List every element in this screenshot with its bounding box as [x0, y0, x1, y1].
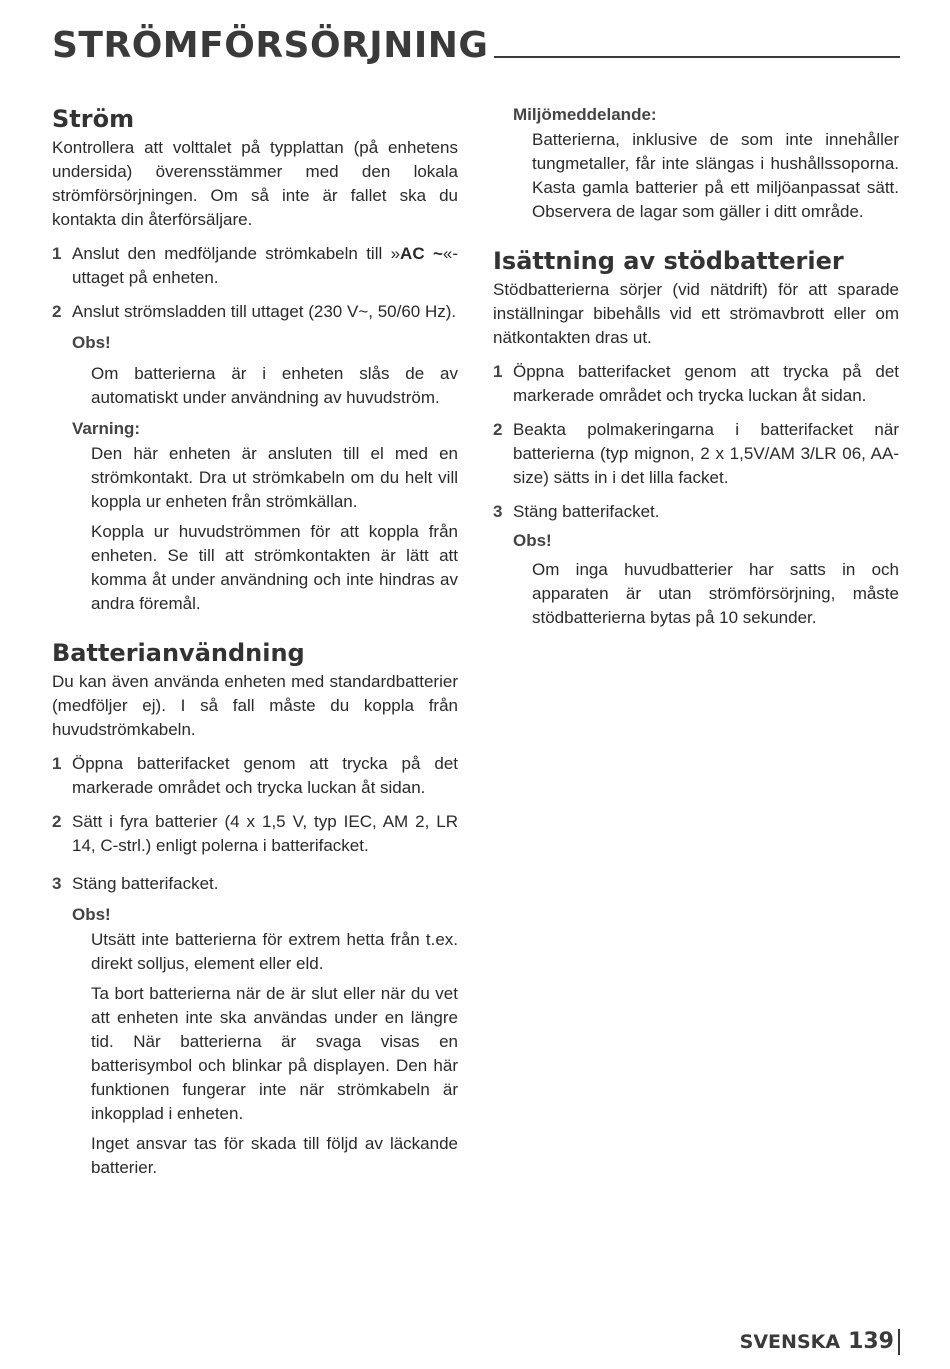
batteri-step-3: 3 Stäng batterifacket. — [52, 874, 219, 893]
strom-intro: Kontrollera att volttalet på typplattan (på enhetens undersida) överensstämmer med den lokala strömförsörjningen. Om så inte är fallet ska du kontakta din återförsäljare. — [52, 138, 458, 229]
warning-note-1: Den här enheten är ansluten till el med en strömkontakt. Dra ut strömkabeln om du helt vill koppla ur enheten från strömkällan. — [91, 444, 458, 511]
env-label: Miljömeddelande: — [513, 105, 657, 124]
env-note: Batterierna, inklusive de som inte innehåller tungmetaller, får inte slängas i hushållssoporna. Kasta gamla batterier på ett miljöanpassat sätt. Observera de lagar som gäller i ditt område. — [532, 130, 899, 221]
page-footer — [740, 1325, 900, 1355]
batteri-obs-note-3: Inget ansvar tas för skada till följd av läckande batterier. — [91, 1134, 458, 1177]
obs-note: Om batterierna är i enheten slås de av automatiskt under användning av huvudström. — [91, 364, 458, 407]
section-heading-batterianvandning: Batterianvändning — [52, 639, 305, 667]
page-title: STRÖMFÖRSÖRJNING — [52, 25, 489, 66]
batteri-obs-label: Obs! — [72, 905, 111, 924]
stod-intro: Stödbatterierna sörjer (vid nätdrift) för att sparade inställningar bibehålls vid ett strömavbrott eller om nätkontakten dras ut. — [493, 280, 899, 347]
left-column — [52, 102, 458, 1180]
stod-step-2: 2 Beakta polmakeringarna i batterifacket när batterierna (typ mignon, 2 x 1,5V/AM 3/LR 06, AA-size) sätts in i det lilla facket. — [493, 420, 899, 487]
stod-step-3: 3 Stäng batterifacket. — [493, 502, 660, 521]
stod-step-1: 1 Öppna batterifacket genom att trycka på det markerade området och trycka luckan åt sidan. — [493, 362, 899, 405]
right-column — [493, 102, 899, 630]
page-header — [52, 22, 900, 66]
section-heading-stodbatterier: Isättning av stödbatterier — [493, 247, 844, 275]
batteri-obs-note-1: Utsätt inte batterierna för extrem hetta från t.ex. direkt solljus, element eller eld. — [91, 930, 458, 973]
warning-note-2: Koppla ur huvudströmmen för att koppla från enheten. Se till att strömkontakten är lätt att komma åt under användning och inte hindras av andra föremål. — [91, 522, 458, 613]
ac-socket-label: AC ~ — [400, 244, 443, 263]
strom-step-1: 1 Anslut den medföljande strömkabeln till »AC ~«-uttaget på enheten. — [52, 244, 458, 287]
stod-obs-label: Obs! — [513, 531, 552, 550]
section-heading-strom: Ström — [52, 105, 135, 133]
warning-label: Varning: — [72, 419, 141, 438]
stod-obs-note: Om inga huvudbatterier har satts in och apparaten är utan strömförsörjning, måste stödbatterierna bytas på 10 sekunder. — [532, 560, 899, 627]
batteri-obs-note-2: Ta bort batterierna när de är slut eller när du vet att enheten inte ska användas under en längre tid. När batterierna är svaga visas en batterisymbol och blinkar på displayen. Den här funktionen fungerar inte när strömkabeln är inkopplad i enheten. — [91, 984, 458, 1123]
strom-step-2: 2 Anslut strömsladden till uttaget (230 V~, 50/60 Hz). — [52, 302, 457, 321]
batteri-intro: Du kan även använda enheten med standardbatterier (medföljer ej). I så fall måste du koppla från huvudströmkabeln. — [52, 672, 458, 739]
batteri-step-1: 1 Öppna batterifacket genom att trycka på det markerade området och trycka luckan åt sidan. — [52, 754, 458, 797]
title-rule — [494, 56, 900, 58]
page-number: 139 — [848, 1329, 900, 1355]
footer-language: SVENSKA — [739, 1331, 841, 1353]
obs-label: Obs! — [72, 333, 111, 352]
batteri-step-2: 2 Sätt i fyra batterier (4 x 1,5 V, typ IEC, AM 2, LR 14, C-strl.) enligt polerna i batterifacket. — [52, 812, 458, 855]
